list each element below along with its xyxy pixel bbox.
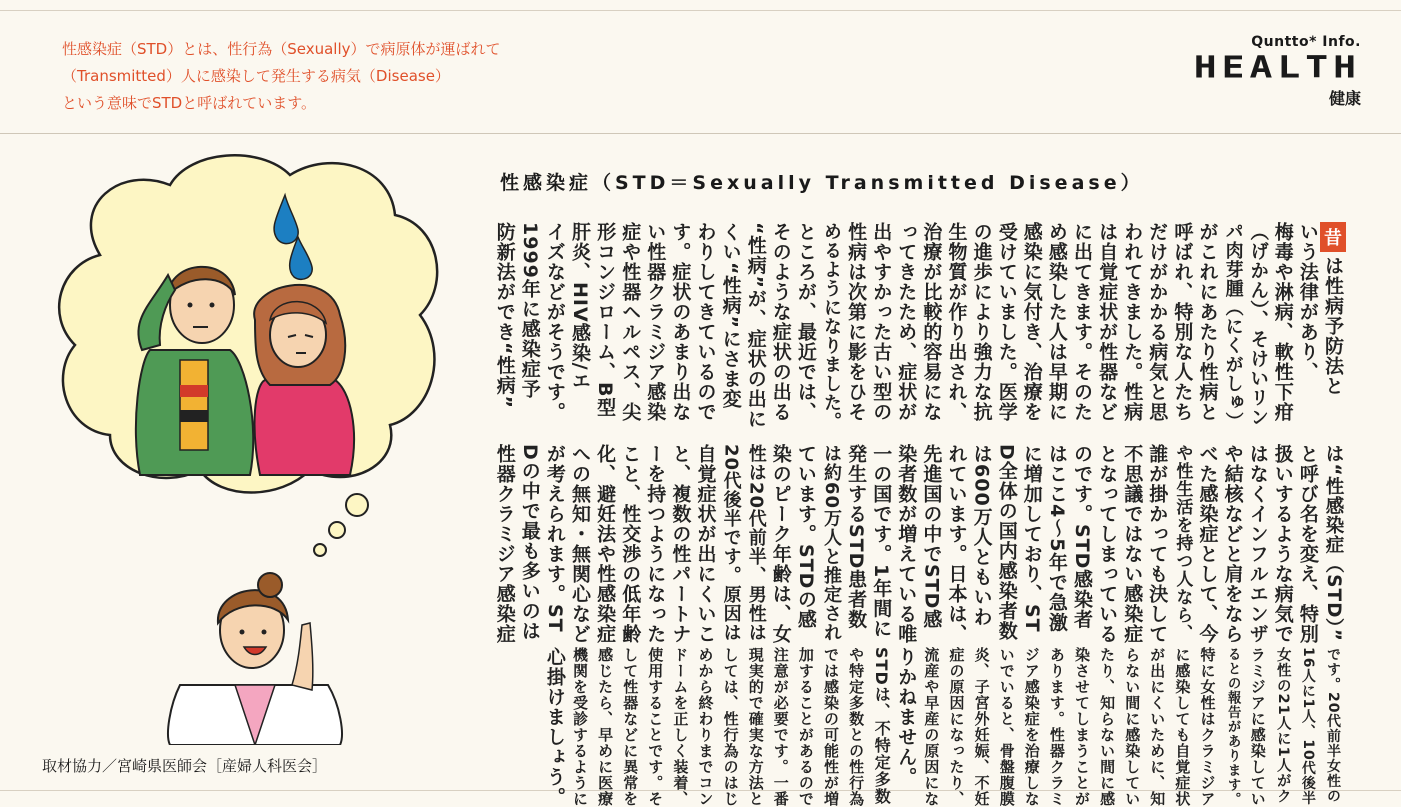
article-column: 染させてしまうことが [1073,647,1091,807]
article-column: あります。性器クラミ [1047,647,1066,807]
article-column: 自覚症状が出にくいこ [694,444,717,644]
thought-dot [314,544,326,556]
article-column: 20代後半です。原因は [720,444,742,643]
article-column: となってしまっている [1096,444,1119,644]
article-column: ラミジアに感染してい [1248,647,1267,807]
article-column: が考えられます。ST [543,444,566,633]
intro-line: 性感染症（STD）とは、性行為（Sexually）で病原体が運ばれて [62,40,501,58]
article-column: への無知・無関心など [569,444,591,644]
thought-dot [329,522,345,538]
article-column: ところが、最近では、 [794,222,817,422]
article-column: ジア感染症を治療しな [1022,647,1041,807]
article-column: 治療が比較的容易にな [920,222,943,422]
article-column: そのような症状の出る [769,222,792,422]
article-column: に増加しており、ST [1020,444,1043,633]
intro-band [0,0,1401,134]
article-column: 性病は次第に影をひそ [845,222,868,422]
article-column: らない間に感染してい [1123,647,1142,807]
article-column: 特に女性はクラミジア [1198,647,1217,807]
article-column: 感染に気付き、治療を [1020,222,1043,422]
article-column: くい“性病”にさま変 [719,222,742,409]
intro-line: （Transmitted）人に感染して発生する病気（Disease） [62,67,450,85]
article-column: 注意が必要です。一番 [771,647,790,807]
article-column: 機関を受診するように [571,647,589,807]
article-column: はなくインフルエンザ [1246,444,1269,644]
intro-text [62,36,622,117]
article-title: 性感染症（STD＝Sexually Transmitted Disease） [500,172,1144,194]
article-column: では感染の可能性が増 [822,647,840,807]
article-column: 1999年に感染症予 [518,222,541,399]
article-column: りかねません。 [895,647,918,787]
article-column: たり、知らない間に感 [1098,647,1117,807]
article-column: れています。日本は、 [945,444,968,644]
article-column: 形コンジローム、B型 [594,222,617,418]
article-column: 梅毒や淋病、軟性下疳 [1271,222,1294,422]
doctor-figure [168,573,342,745]
article-column: 16人に1人、10代後半 [1299,647,1316,806]
article-column: は自覚症状が性器など [1096,222,1119,422]
article-column: 発生するSTD患者数 [845,444,868,630]
article-column: 出やすかった古い型の [870,222,893,422]
article-column: に出てきます。そのた [1071,222,1093,422]
article-column: 症や性器ヘルペス、尖 [619,222,642,422]
intro-line: という意味でSTDと呼ばれています。 [62,94,317,112]
article-column: しては、性行為のはじ [721,647,740,807]
article-column: が出にくいために、知 [1148,647,1167,807]
article-column: 受けていました。医学 [995,222,1018,422]
article-column: と呼び名を変え、特別 [1296,444,1319,644]
article-column: いう法律があり、 [1296,222,1319,382]
thought-dot [346,494,368,516]
article-column: がこれにあたり性病と [1196,222,1219,422]
article-column: 流産や早産の原因にな [922,647,941,807]
article-column: 女性の21人に1人がク [1274,647,1291,805]
article-column: われてきました。性病 [1121,222,1144,422]
article-column: 炎、子宮外妊娠、不妊 [972,647,991,807]
article-column: や特定多数との性行為 [847,647,866,807]
brand-japanese: 健康 [1328,89,1361,108]
article-column: は約60万人と推定され [821,444,842,643]
article-column: Dの中で最も多いのは [518,444,541,641]
article-column: 先進国の中でSTD感 [920,444,943,630]
article-column: はここ4～5年で急激 [1045,444,1068,633]
article-column: 感じたら、早めに医療 [596,647,615,807]
article-column: です。20代前半女性の [1325,647,1341,804]
article-column: ーを持つようになった [644,444,667,644]
article-column: 誰が掛かっても決して [1146,444,1169,644]
article-column: ています。STDの感 [794,444,817,630]
article-column: だけがかかる病気と思 [1146,222,1169,422]
health-brand [1194,34,1361,109]
article-body [478,222,1360,807]
article-column: と、複数の性パートナ [669,444,692,644]
article-column: 呼ばれ、特別な人たち [1171,222,1194,422]
illustration [30,145,470,745]
article-column: パ肉芽腫（にくがしゅ） [1222,222,1244,431]
article-column: 症の原因になったり、 [947,647,966,807]
article-column: STDは、不特定多数 [872,647,892,805]
article-column: め感染した人は早期に [1045,222,1068,422]
article-column: して性器などに異常を [621,647,640,807]
article-column: に感染しても自覚症状 [1173,647,1192,807]
drop-cap: 昔 [1320,222,1346,252]
article-column: いでいると、骨盤腹膜 [997,647,1016,807]
article-column: ってきたため、症状が [895,222,918,422]
brand-subtitle: Quntto* Info. [1251,34,1361,50]
article-column: 使用することです。そ [646,647,665,807]
article-column: 性は20代前半、男性は [745,444,767,643]
article-column: す。症状のあまり出な [669,222,692,422]
article-column: のです。STD感染者 [1071,444,1093,630]
article-column: 心掛けましょう。 [543,647,566,807]
article-column: こと、性交渉の低年齢 [619,444,642,644]
article-column: 不思議ではない感染症 [1121,444,1144,644]
top-rule [0,10,1401,11]
article-column: や結核などと肩をなら [1221,444,1244,644]
article-column: い性器クラミジア感染 [644,222,667,422]
article-column: わりしてきているので [694,222,717,422]
article-column: ドームを正しく装着、 [671,647,690,807]
article-column: 加することがあるので [796,647,815,807]
article-column: イズなどがそうです。 [543,222,566,422]
article-column: や性生活を持つ人なら、 [1172,444,1193,642]
article-column: 化、避妊法や性感染症 [594,444,617,644]
article-column: 一の国です。1年間に [870,444,893,639]
brand-title: HEALTH [1193,49,1361,85]
article-column: は“性感染症（STD）” [1323,444,1344,642]
article-column: D全体の国内感染者数 [995,444,1018,641]
article-column: べた感染症として、今 [1196,444,1219,644]
article-column: （げかん）、そけいリン [1247,222,1269,428]
article-column: の進歩により強力な抗 [970,222,993,422]
article-column: 肝炎、HIV感染/エ [569,222,591,391]
article-column: は性病予防法と [1322,256,1344,396]
article-column: るとの報告があります。 [1224,647,1241,807]
article-column: 染のピーク年齢は、女 [769,444,792,644]
article-column: めるようになりました。 [821,222,842,431]
article-column: 扱いするような病気で [1271,444,1294,644]
article-column: 防新法ができ“性病” [493,222,516,409]
article-column: 染者数が増えている唯 [895,444,918,644]
article-column: 性器クラミジア感染症 [493,444,516,644]
article-column: 現実的で確実な方法と [746,647,765,807]
article-column: “性病”が、症状の出に [744,222,767,429]
article-column: 生物質が作り出され、 [945,222,968,422]
article-column: めから終わりまでコン [696,647,715,807]
credit-line: 取材協力／宮崎県医師会［産婦人科医会］ [42,757,328,775]
article-column: は600万人ともいわ [970,444,993,627]
